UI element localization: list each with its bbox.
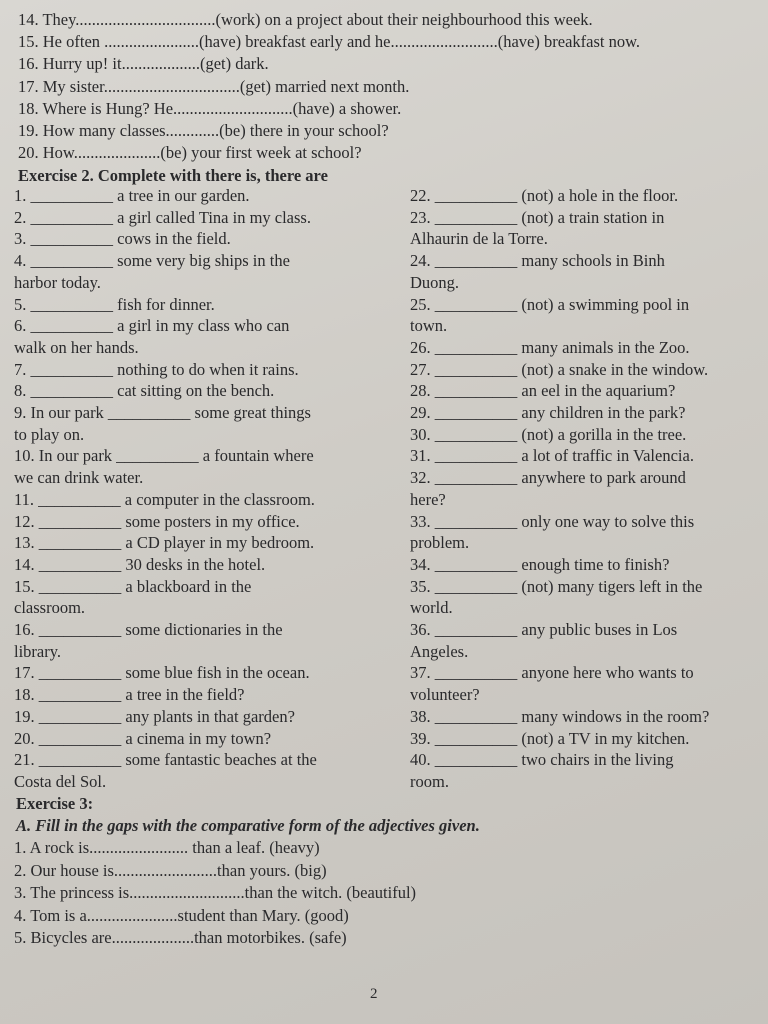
exercise2-right-line: 30. __________ (not) a gorilla in the tree. — [410, 424, 687, 444]
exercise2-right-line: 23. __________ (not) a train station in — [410, 207, 665, 227]
exercise3-item: 2. Our house is.........................than yours. (big) — [14, 860, 327, 880]
exercise2-right-line: 26. __________ many animals in the Zoo. — [410, 337, 690, 357]
exercise2-right-line: Duong. — [410, 272, 460, 292]
page-number: 2 — [370, 986, 378, 1002]
exercise2-right-line: volunteer? — [410, 685, 480, 705]
exercise2-left-line: we can drink water. — [14, 468, 144, 488]
exercise3-title: Exercise 3: — [16, 794, 94, 813]
exercise1-line: 17. My sister.................................(get) married next month. — [18, 76, 410, 96]
exercise2-left-line: 8. __________ cat sitting on the bench. — [14, 381, 275, 401]
exercise2-left-line: 17. __________ some blue fish in the ocean. — [14, 663, 310, 683]
exercise2-left-line: 13. __________ a CD player in my bedroom. — [14, 533, 315, 553]
exercise2-right-line: 24. __________ many schools in Binh — [410, 251, 665, 271]
exercise2-left-line: 7. __________ nothing to do when it rains. — [14, 359, 299, 379]
exercise2-left-line: 10. In our park __________ a fountain where — [14, 446, 314, 466]
exercise3-item: 1. A rock is........................ than a leaf. (heavy) — [14, 838, 320, 857]
exercise2-right-line: 29. __________ any children in the park? — [410, 403, 686, 422]
exercise1-line: 20. How.....................(be) your first week at school? — [18, 143, 362, 163]
exercise2-right-line: 36. __________ any public buses in Los — [410, 620, 678, 639]
exercise2-right-line: 39. __________ (not) a TV in my kitchen. — [410, 728, 690, 748]
exercise2-right-line: here? — [410, 489, 446, 509]
exercise2-left-line: 15. __________ a blackboard in the — [14, 576, 252, 596]
exercise2-right-line: 37. __________ anyone here who wants to — [410, 663, 694, 683]
exercise2-left-line: 3. __________ cows in the field. — [14, 229, 231, 249]
exercise2-left-line: 14. __________ 30 desks in the hotel. — [14, 554, 266, 574]
exercise2-right-line: 28. __________ an eel in the aquarium? — [410, 381, 676, 401]
exercise3-item: 3. The princess is............................than the witch. (beautiful) — [14, 883, 417, 902]
exercise2-left-line: 21. __________ some fantastic beaches at the — [14, 750, 317, 770]
exercise2-right-line: room. — [410, 771, 449, 791]
exercise2-left-line: 6. __________ a girl in my class who can — [14, 316, 290, 336]
exercise2-right-line: 32. __________ anywhere to park around — [410, 468, 686, 488]
exercise2-left-line: library. — [14, 641, 62, 661]
exercise2-left-line: harbor today. — [14, 272, 101, 292]
exercise1-line: 18. Where is Hung? He.............................(have) a shower. — [18, 98, 402, 118]
exercise2-left-line: to play on. — [14, 424, 85, 444]
exercise1-line: 19. How many classes.............(be) there in your school? — [18, 121, 389, 140]
exercise3-item: 4. Tom is a......................student than Mary. (good) — [14, 905, 349, 925]
exercise2-left-line: 1. __________ a tree in our garden. — [14, 186, 250, 205]
exercise2-left-line: 12. __________ some posters in my office. — [14, 511, 300, 531]
exercise2-right-line: Alhaurin de la Torre. — [410, 229, 548, 249]
exercise2-right-line: Angeles. — [410, 641, 469, 661]
exercise2-right-line: 22. __________ (not) a hole in the floor. — [410, 186, 679, 205]
exercise2-left-line: 9. In our park __________ some great things — [14, 403, 311, 422]
exercise2-left-line: 20. __________ a cinema in my town? — [14, 728, 272, 748]
exercise2-left-line: 2. __________ a girl called Tina in my class. — [14, 207, 311, 227]
exercise3-subtitle: A. Fill in the gaps with the comparative form of the adjectives given. — [16, 816, 480, 835]
exercise2-left-line: 4. __________ some very big ships in the — [14, 251, 290, 271]
exercise1-line: 16. Hurry up! it...................(get) dark. — [18, 54, 269, 74]
exercise2-right-line: 35. __________ (not) many tigers left in the — [410, 576, 703, 596]
exercise1-line: 14. They..................................(work) on a project about their neighbourhood this week. — [18, 10, 593, 29]
exercise2-right-line: world. — [410, 598, 453, 618]
exercise2-right-line: 38. __________ many windows in the room? — [410, 706, 710, 726]
exercise2-left-line: Costa del Sol. — [14, 771, 107, 791]
exercise2-left-line: 11. __________ a computer in the classroom. — [14, 489, 315, 509]
exercise2-left-line: 18. __________ a tree in the field? — [14, 685, 245, 705]
exercise1-line: 15. He often .......................(have) breakfast early and he..........................(have) breakfast now. — [18, 32, 641, 52]
exercise2-right-line: problem. — [410, 533, 470, 553]
exercise2-right-line: town. — [410, 316, 448, 336]
exercise2-left-line: 5. __________ fish for dinner. — [14, 294, 215, 314]
exercise2-left-line: 16. __________ some dictionaries in the — [14, 620, 283, 639]
exercise2-right-line: 27. __________ (not) a snake in the window. — [410, 359, 709, 379]
exercise3-item: 5. Bicycles are....................than motorbikes. (safe) — [14, 928, 347, 947]
exercise2-left-line: classroom. — [14, 598, 86, 618]
exercise2-right-line: 25. __________ (not) a swimming pool in — [410, 294, 690, 314]
exercise2-right-line: 31. __________ a lot of traffic in Valencia. — [410, 446, 694, 466]
exercise2-title: Exercise 2. Complete with there is, there are — [18, 166, 328, 185]
exercise2-right-line: 33. __________ only one way to solve this — [410, 511, 695, 531]
exercise2-left-line: 19. __________ any plants in that garden? — [14, 706, 295, 726]
exercise2-left-line: walk on her hands. — [14, 337, 139, 357]
exercise2-right-line: 34. __________ enough time to finish? — [410, 554, 670, 574]
exercise2-right-line: 40. __________ two chairs in the living — [410, 750, 674, 770]
